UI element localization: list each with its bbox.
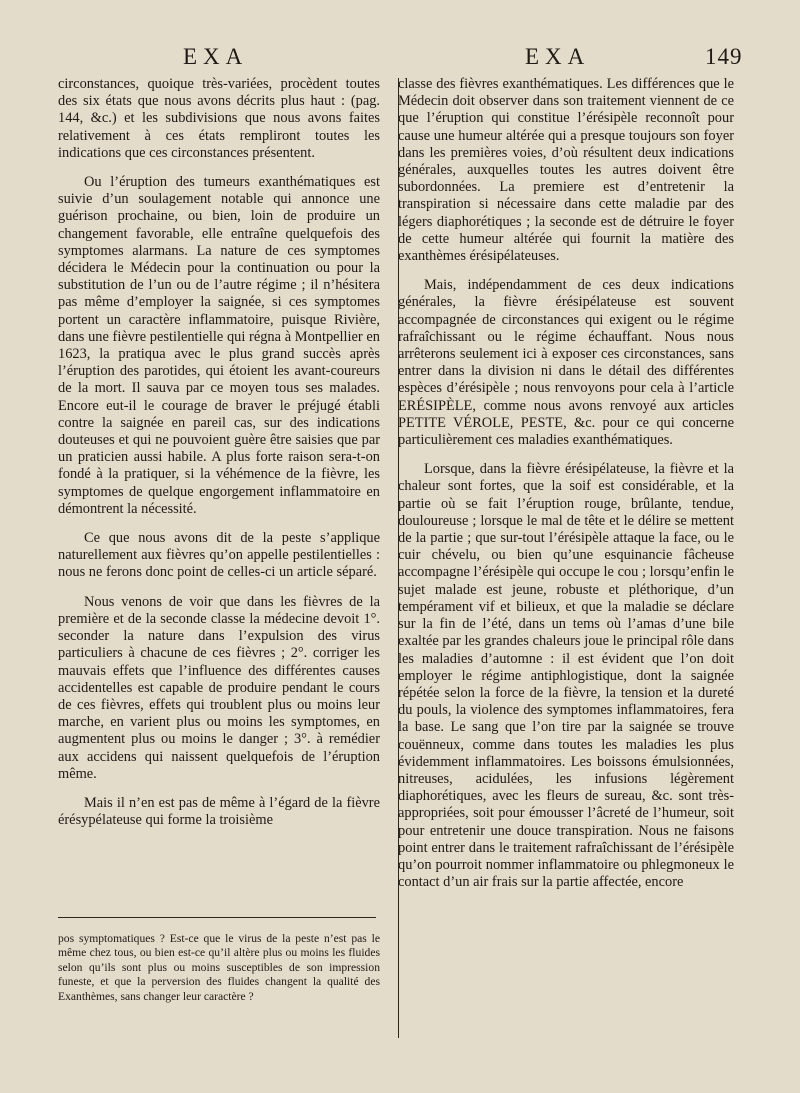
footnote-rule — [58, 917, 376, 918]
paragraph: Mais, indépendamment de ces deux indications générales, la fièvre érésipélateuse est souvent accompagnée de circonstances qui exigent ou le régime rafraîchissant ou le régime échauffant. Nous nous arrêterons seulement ici à exposer ces circonstances, sans entrer dans la division ni dans le détail des différentes espèces d’érésipèle ; nous renvoyons pour cela à l’article ERÉSIPÈLE, comme nous avons renvoyé aux articles PETITE VÉROLE, PESTE, &c. pour ce qui concerne particulièrement ces maladies exanthématiques. — [398, 277, 734, 449]
paragraph: Ce que nous avons dit de la peste s’applique naturellement aux fièvres qu’on appelle pestilentielles : nous ne ferons donc point de celles-ci un article séparé. — [58, 530, 380, 581]
right-column — [398, 76, 734, 903]
left-column — [58, 76, 380, 841]
paragraph: circonstances, quoique très-variées, procèdent toutes des six états que nous avons décrits plus haut : (pag. 144, &c.) et les subdivisions que nous avons faites relativement à ces états rempliront toutes les indications que ces circonstances présentent. — [58, 76, 380, 161]
paragraph: Nous venons de voir que dans les fièvres de la première et de la seconde classe la médecine devoit 1°. seconder la nature dans l’expulsion des virus particuliers à chacune de ces fièvres ; 2°. corriger les mauvais effets que l’influence des différentes causes accidentelles est capable de produire pendant le cours de ces fièvres, effets qui troublent plus ou moins leur marche, en varient plus ou moins les symptomes, en augmentent plus ou moins le danger ; 3°. à remédier aux accidens qui naissent quelquefois de l’éruption même. — [58, 593, 380, 782]
paragraph: Mais il n’en est pas de même à l’égard de la fièvre érésypélateuse qui forme la troisième — [58, 794, 380, 829]
running-head-right: EXA — [525, 44, 591, 69]
paragraph: classe des fièvres exanthématiques. Les différences que le Médecin doit observer dans son traitement viennent de ce que l’éruption qui constitue l’érésipèle reconnoît pour cause une humeur altérée qui a presque toujours son foyer dans les premières voies, d’où résultent deux indications générales, auxquelles toutes les autres doivent être subordonnées. La premiere est d’entretenir la transpiration si nécessaire dans cette maladie par des légers diaphorétiques ; la seconde est de détruire le foyer de cette humeur altérée qui fournit la matière des exanthèmes érésipélateuses. — [398, 76, 734, 265]
paragraph: Ou l’éruption des tumeurs exanthématiques est suivie d’un soulagement notable qui annonce une guérison prochaine, ou bien, loin de produire un changement favorable, elle entraîne quelquefois des symptomes alarmans. La nature de ces symptomes décidera le Médecin pour la continuation ou pour la substitution de l’un ou de l’autre régime ; il n’hésitera pas même d’employer la saignée, si ces symptomes portent un caractère inflammatoire, puisque Rivière, dans une fièvre pestilentielle qui régna à Montpellier en 1623, la pratiqua avec le plus grand succès après l’éruption des parotides, qui étoient les avant-coureurs de la mort. Il sauva par ce moyen tous ses malades. Encore eut-il le courage de braver le préjugé établi contre la saignée en pareil cas, sur des indications douteuses et qui ne pouvoient guère être saisies que par un praticien aussi habile. A plus forte raison sera-t-on fondé à la pratiquer, si la véhémence de la fièvre, les symptomes de quelque engorgement inflammatoire en démontrent la nécessité. — [58, 174, 380, 517]
running-header — [0, 44, 800, 74]
footnote — [58, 932, 380, 1004]
page-number: 149 — [705, 44, 743, 69]
footnote-text: pos symptomatiques ? Est-ce que le virus de la peste n’est pas le même chez tous, ou bien est-ce qu’il altère plus ou moins les fluides selon qu’ils sont plus ou moins susceptibles de son impression funeste, et que la perversion des fluides changent la qualité des Exanthèmes, sans changer leur caractère ? — [58, 932, 380, 1003]
paragraph: Lorsque, dans la fièvre érésipélateuse, la fièvre et la chaleur sont fortes, que la soif est considérable, et la partie où se fait l’éruption rouge, brûlante, tendue, douloureuse ; lorsque le mal de tête et le délire se mettent de la partie ; que sur-tout l’érésipèle attaque la face, ou le cuir chévelu, ou bien qu’une esquinancie fâcheuse accompagne l’érésipèle qui occupe le cou ; lorsqu’enfin le sujet malade est jeune, robuste et pléthorique, d’un tempérament vif et bilieux, et que la maladie se déclare sur la fin de l’été, dans un tems où l’amas d’une bile exaltée par les grandes chaleurs joue le principal rôle dans les maladies d’automne : il est évident que l’on doit employer le régime antiphlogistique, dont la saignée répétée selon la force de la fièvre, la tension et la dureté du pouls, la violence des symptomes inflammatoires, fera la base. Le sang que l’on tire par la saignée se trouve couënneux, comme dans toutes les maladies les plus évidemment inflammatoires. Les boissons émulsionnées, nitreuses, acidulées, les infusions légèrement diaphorétiques, avec les fleurs de sureau, &c. sont très-appropriées, soit pour émousser l’âcreté de l’humeur, soit pour entretenir une douce transpiration. Nous ne faisons point entrer dans le traitement rafraîchissant de l’érésipèle qu’on pourroit nommer inflammatoire ou phlegmoneux le contact d’un air frais sur la partie affectée, encore — [398, 461, 734, 891]
running-head-left: EXA — [183, 44, 249, 69]
